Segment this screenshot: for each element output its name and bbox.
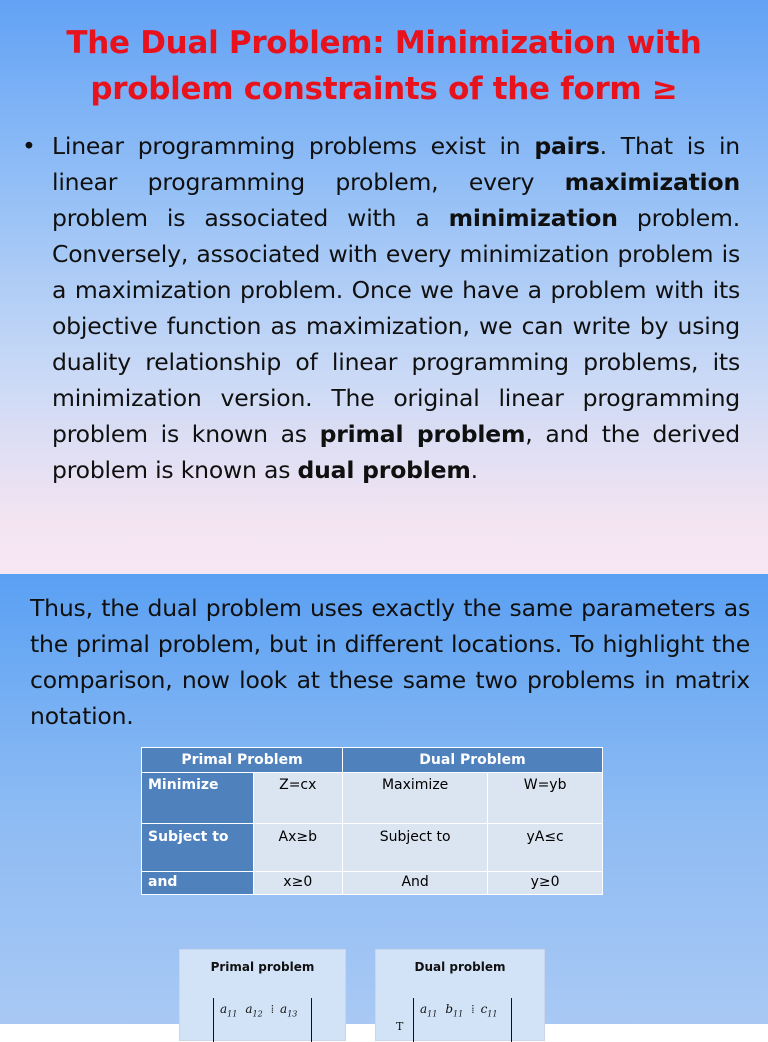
table-row	[142, 872, 603, 895]
para-text: .	[470, 456, 478, 484]
header-dual: Dual Problem	[343, 748, 603, 773]
primal-value: x≥0	[253, 872, 342, 895]
primal-matrix	[213, 998, 312, 1042]
table-row	[142, 824, 603, 872]
dual-value: W=yb	[488, 773, 603, 824]
para-text: problem is associated with a	[52, 204, 449, 232]
dual-label: And	[343, 872, 488, 895]
matrix-entry: $a_{11}$	[220, 1002, 238, 1019]
primal-box-title: Primal problem	[210, 960, 315, 974]
matrix-entry: $c_{11}$	[480, 1002, 498, 1019]
header-primal: Primal Problem	[142, 748, 343, 773]
primal-value: Ax≥b	[253, 824, 342, 872]
comparison-table	[141, 747, 603, 895]
primal-label: Minimize	[142, 773, 254, 824]
bullet-paragraph	[52, 128, 740, 488]
dual-label: Maximize	[343, 773, 488, 824]
para-bold-maximization: maximization	[564, 168, 740, 196]
para-text: , and the derived problem is known as	[52, 420, 740, 484]
dual-label: Subject to	[343, 824, 488, 872]
para-bold-pairs: pairs	[534, 132, 600, 160]
bullet-marker: •	[22, 132, 36, 160]
para-text: . That is in linear programming problem, every	[52, 132, 740, 196]
primal-label: and	[142, 872, 254, 895]
dual-problem-box	[375, 949, 545, 1041]
matrix-separator: ⁞	[270, 1002, 275, 1016]
title-line-2: problem constraints of the form ≥	[90, 71, 678, 107]
matrix-separator: ⁞	[471, 1002, 475, 1016]
matrix-entry: $a_{13}$	[280, 1002, 298, 1019]
slide-title	[20, 20, 748, 112]
primal-label: Subject to	[142, 824, 254, 872]
transpose-mark: T	[396, 1020, 404, 1033]
dual-value: yA≤c	[488, 824, 603, 872]
para-text: problem. Conversely, associated with every minimization problem is a maximization problem. Once we have a problem with its objective function as maximization, we can write by using duality relationship of linear programming problems, its minimization version. The original linear programming problem is known as	[52, 204, 740, 448]
dual-value: y≥0	[488, 872, 603, 895]
comparison-paragraph: Thus, the dual problem uses exactly the same parameters as the primal problem, but in different locations. To highlight the comparison, now look at these same two problems in matrix notation.	[30, 594, 750, 730]
matrix-entry: $a_{11}$	[420, 1002, 438, 1019]
primal-value: Z=cx	[253, 773, 342, 824]
para-text: Linear programming problems exist in	[52, 132, 535, 160]
matrix-entry: $a_{12}$	[245, 1002, 263, 1019]
matrix-entry: $b_{11}$	[445, 1002, 464, 1019]
para-bold-minimization: minimization	[448, 204, 618, 232]
table-row	[142, 773, 603, 824]
primal-problem-box	[179, 949, 346, 1041]
para-bold-dual-problem: dual problem	[297, 456, 471, 484]
dual-box-title: Dual problem	[414, 960, 506, 974]
dual-matrix	[413, 998, 512, 1042]
title-line-1: The Dual Problem: Minimization with	[66, 25, 702, 61]
para-bold-primal-problem: primal problem	[319, 420, 526, 448]
